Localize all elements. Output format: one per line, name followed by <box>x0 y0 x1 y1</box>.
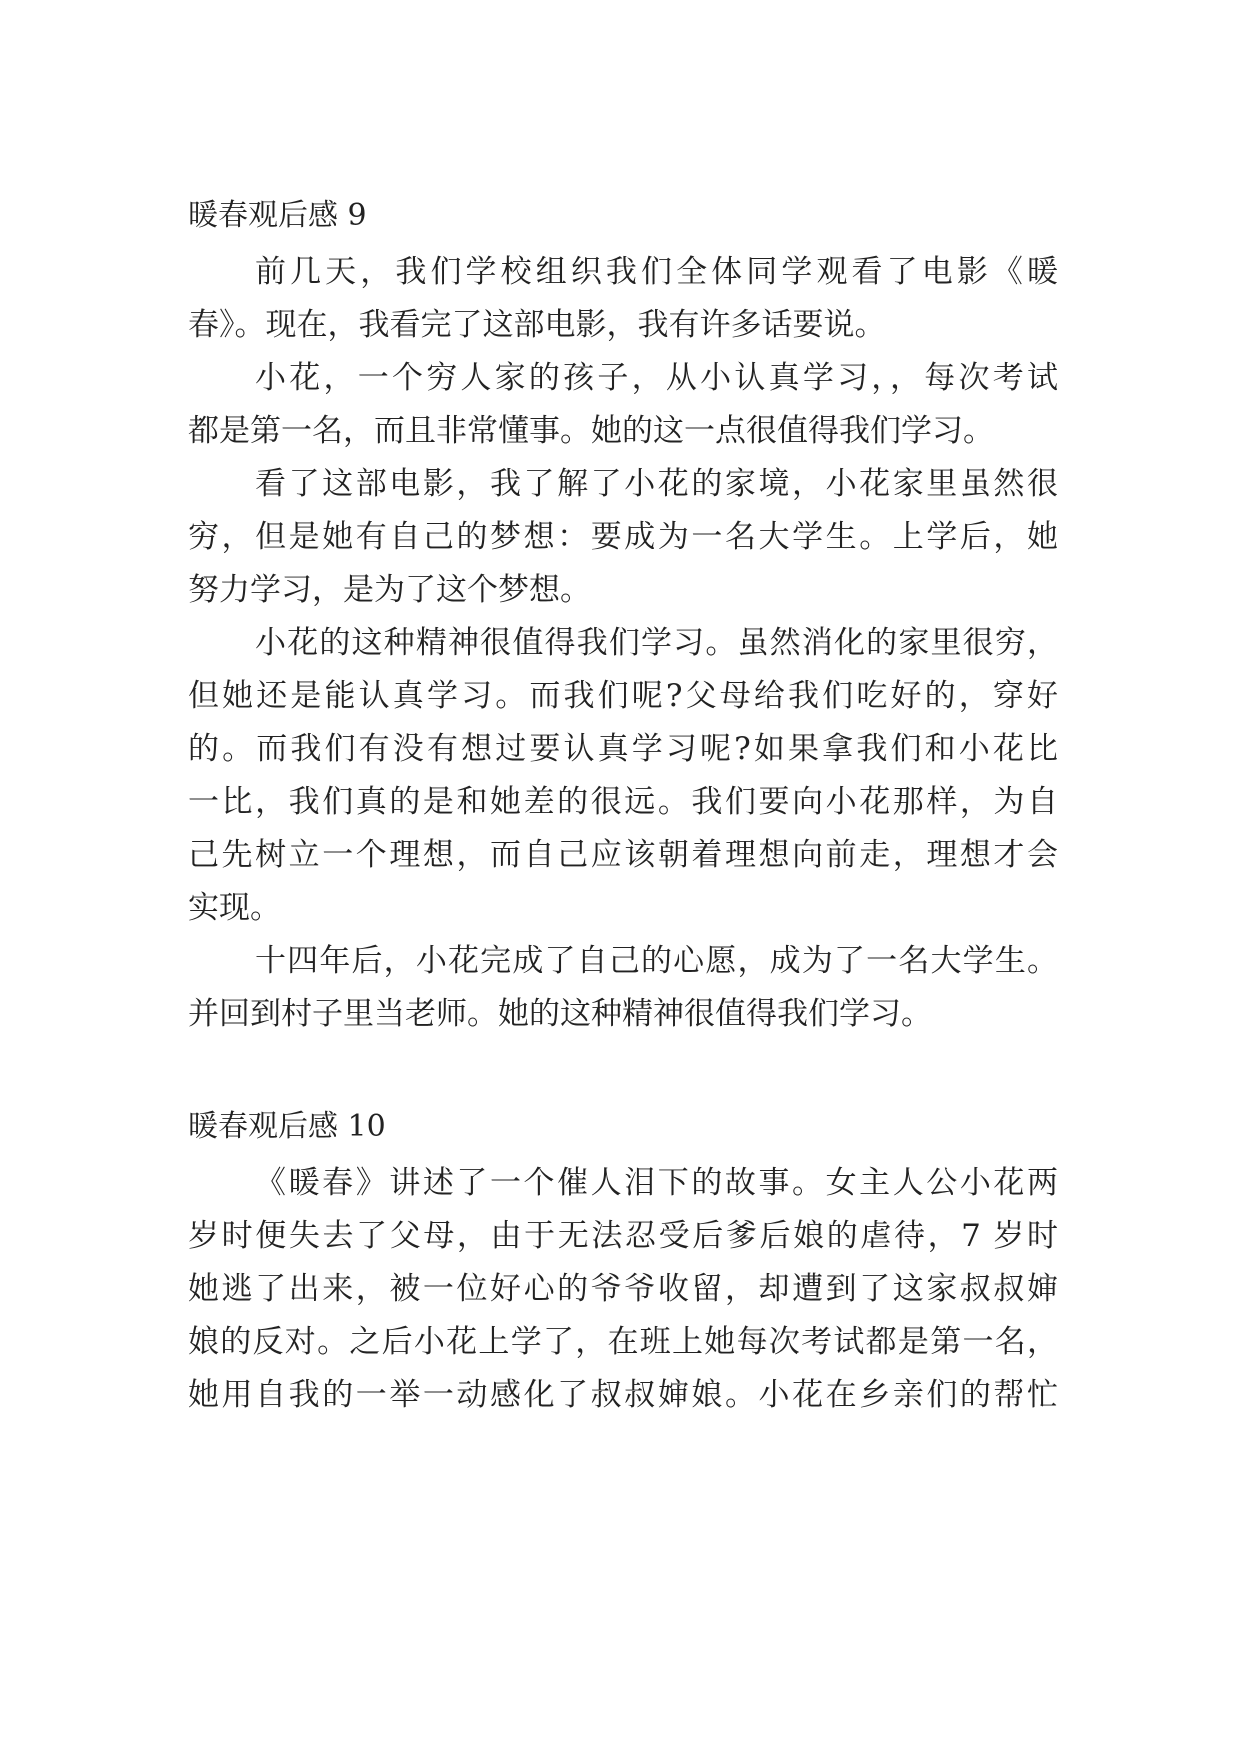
paragraph-line: 春》。现在，我看完了这部电影，我有许多话要说。 <box>188 307 886 343</box>
paragraph-line: 穷，但是她有自己的梦想：要成为一名大学生。上学后，她 <box>188 519 1058 555</box>
paragraph-line: 但她还是能认真学习。而我们呢?父母给我们吃好的，穿好 <box>188 678 1058 714</box>
paragraph-line: 前几天，我们学校组织我们全体同学观看了电影《暖 <box>255 254 1058 290</box>
paragraph-line: 实现。 <box>188 890 281 926</box>
paragraph-line: 她用自我的一举一动感化了叔叔婶娘。小花在乡亲们的帮忙 <box>188 1377 1058 1413</box>
paragraph-line: 小花的这种精神很值得我们学习。虽然消化的家里很穷， <box>255 625 1058 661</box>
paragraph-line: 都是第一名，而且非常懂事。她的这一点很值得我们学习。 <box>188 413 994 449</box>
paragraph-line: 娘的反对。之后小花上学了，在班上她每次考试都是第一名， <box>188 1324 1058 1360</box>
paragraph-line: 她逃了出来，被一位好心的爷爷收留，却遭到了这家叔叔婶 <box>188 1271 1058 1307</box>
paragraph-line: 并回到村子里当老师。她的这种精神很值得我们学习。 <box>188 996 932 1032</box>
section-title: 暖春观后感 10 <box>188 1109 386 1144</box>
paragraph-line: 己先树立一个理想，而自己应该朝着理想向前走，理想才会 <box>188 837 1058 873</box>
paragraph-line: 看了这部电影，我了解了小花的家境，小花家里虽然很 <box>255 466 1058 502</box>
paragraph-line: 十四年后，小花完成了自己的心愿，成为了一名大学生。 <box>255 943 1058 979</box>
paragraph-line: 努力学习，是为了这个梦想。 <box>188 572 591 608</box>
paragraph-line: 一比，我们真的是和她差的很远。我们要向小花那样，为自 <box>188 784 1058 820</box>
paragraph-line: 岁时便失去了父母，由于无法忍受后爹后娘的虐待，7 岁时 <box>188 1218 1058 1254</box>
paragraph-line: 小花，一个穷人家的孩子，从小认真学习，，每次考试 <box>255 360 1058 396</box>
paragraph-line: 的。而我们有没有想过要认真学习呢?如果拿我们和小花比 <box>188 731 1058 767</box>
section-title: 暖春观后感 9 <box>188 198 367 233</box>
paragraph-line: 《暖春》讲述了一个催人泪下的故事。女主人公小花两 <box>255 1165 1058 1201</box>
